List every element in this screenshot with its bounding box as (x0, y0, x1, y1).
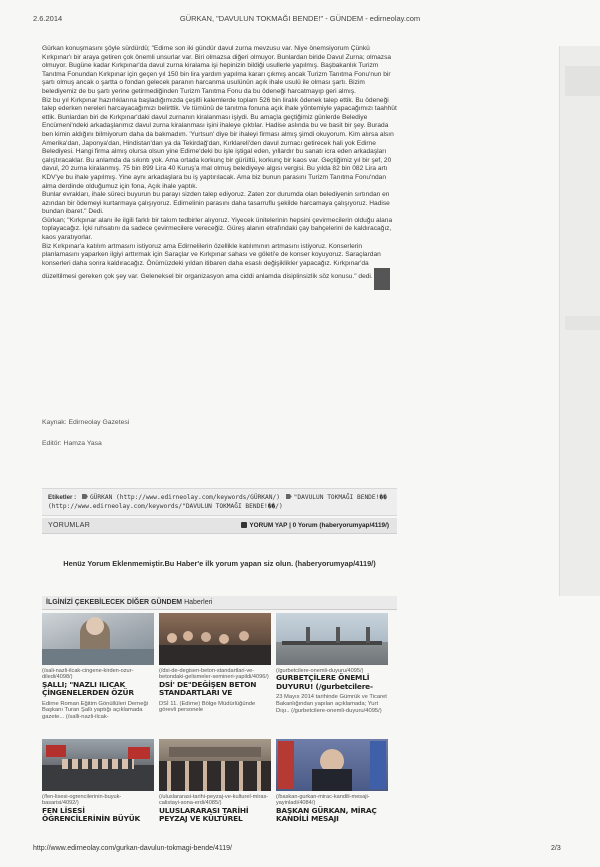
page-title: GÜRKAN, "DAVULUN TOKMAĞI BENDE!" - GÜNDEM - edirneolay.com (179, 14, 421, 23)
related-card[interactable] (276, 613, 388, 715)
news-summary: DSİ 11. (Edirne) Bölge Müdürlüğünde görevli personele (159, 700, 256, 714)
news-title[interactable]: GURBETÇİLERE ÖNEMLİ DUYURU! (/gurbetcilere- (276, 673, 373, 691)
news-summary: 23 Mayıs 2014 tarihinde Gümrük ve Ticaret Bakanlığından yapılan açıklamada; Yurt Dışı.. (/gurbetcilere-onemli-duyuru/4095/) (276, 694, 387, 714)
related-card[interactable] (276, 739, 388, 824)
news-link[interactable]: (/dsi-de-degisen-beton-standartlari-ve-betondaki-gelismeler-semineri-yapildi/4096/) (159, 668, 269, 681)
article-paragraph: Gürkan; "Kırkpınar alanı ile ilgili farklı bir takım tedbirler alıyoruz. Yiyecek ünitelerinin hepsini çevirmecilerin olduğu alana toplayacağız. İçki ruhsatını da sadece çevirmecilere vereceğiz. Güreş alanın etrafındaki çay bahçelerini de kaldıracağız, kaos yaratıyorlar. (42, 216, 393, 242)
tag-link-gurkan[interactable]: GÜRKAN (http://www.edirneolay.com/keywords/GÜRKAN/) (89, 494, 280, 501)
article-paragraph: Gürkan konuşmasını şöyle sürdürdü; "Edirne son iki gündür davul zurna mevzusu var. Niye önemsiyorum Çünkü Kırkpınar'ı bir araya getiren çok önemli unsurlar var. Biri olmazsa diğeri olmuyor. Bunlardan biride Davul Zurna; olmazsa olmuyor. Bugüne kadar Kırkpınar'da davul zurna kiralama işi hepinizin bildiği usullerle yapılmış. Başbakanlık Turizm Tanıtma Fonundan Kırkpınar için geçen yıl 150 bin lira yardım yapılma kararı çıkmış ancak Turizm Tanıtma Fonu'nun bir şartı olmuş ancak o şartta o fondan gelecek paranın harcanma usulünün açık ihale usulü ile olması şartı. Bizim belediyemiz de bu şartı yerine getirmediğinden Turizm Tanıtma Fonu da bu ödeneği harcatmayıp geri almış. (42, 45, 392, 95)
news-link[interactable]: (/fen-lisesi-ogrencilerinin-buyuk-basarisi/4092/) (42, 794, 122, 807)
sidebar-ghost (559, 46, 600, 596)
news-link[interactable]: (/gurbetcilere-onemli-duyuru/4095/) (276, 668, 364, 674)
tags-label: Etiketler : (48, 494, 77, 501)
tag-icon (286, 494, 292, 499)
related-heading-bold: İLGİNİZİ ÇEKEBİLECEK DİĞER GÜNDEM (46, 599, 183, 606)
news-summary: Edirne Roman Eğitim Gönüllüleri Derneği Başkanı Turan Şallı yaptığı açıklamada gazete... (/salli-nazli-ilcak- (42, 700, 149, 721)
article-source: Kaynak: Edirneolay Gazetesi (42, 419, 130, 426)
related-heading (42, 596, 397, 610)
news-photo[interactable] (276, 613, 388, 665)
article-paragraph: Biz Kırkpınar'a katılım artmasını istiyoruz ama Edirnelilerin özellikle katılımının artmasını istiyoruz. Konserlerin planlamasını yaparken ilgiyi arttırmak için Saraçlar ve Kırkpınar sahası ve göleti'e de konser koyuyoruz. Saraçlardan konserleri daha sonra kaldıracağız. Önümüzdeki yıldan itibaren daha esaslı değişiklikler yapacağız. Kırkpınar'da düzeltilmesi gereken çok şey var. Geleneksel bir organizasyon ama ciddi anlamda disiplinsizlik söz konusu." dedi. (42, 243, 397, 291)
news-photo[interactable] (42, 613, 154, 665)
related-card[interactable] (42, 739, 154, 824)
news-link[interactable]: (/uluslararasi-tarihi-peyzaj-ve-kulturel-miras-calistayi-sona-erdi/4085/) (159, 794, 269, 807)
tag-icon (82, 494, 88, 499)
related-card[interactable] (42, 613, 154, 721)
redaction-mark (374, 268, 390, 290)
news-title[interactable]: BAŞKAN GÜRKAN, MİRAÇ KANDİLİ MESAJI (276, 805, 377, 824)
pencil-icon (241, 522, 247, 528)
news-photo[interactable] (159, 613, 271, 665)
article-paragraph: Bunlar evrakları, ihale süreci buyurun bu parayı sizden talep ediyoruz. Zaten zor durumda olan belediyenin sırtından en azından bir ödemeyi kurtarmaya çalışıyoruz. Edirnelinin parasını daha tasarruflu şekilde harcamaya çalışıyoruz. Hadise bundan ibaret." Dedi. (42, 191, 390, 216)
comment-count[interactable]: | 0 Yorum (haberyorumyap/4119/) (289, 522, 389, 529)
news-title[interactable]: ULUSLARARASI TARİHİ PEYZAJ VE KÜLTÜREL (159, 805, 249, 824)
news-link[interactable]: (/baskan-gurkan-mirac-kandili-mesaji-yayinladi/4084/) (276, 794, 370, 807)
news-link[interactable]: (/sali-nazli-ilcak-cingene-kirden-ozur-diledi/4098/) (42, 668, 134, 681)
footer-url[interactable]: http://www.edirneolay.com/gurkan-davulun-tokmagi-bende/4119/ (33, 845, 232, 852)
print-date: 2.6.2014 (33, 14, 63, 23)
article-paragraph: Biz bu yıl Kırkpınar hazırlıklarına başladığımızda çeşitli kalemlerde toplam 526 bin liralık ödenek talep ettik. Bu ödeneği talep ederken nereleri harcayacağımızı belirttik. Ve tümünü de tanıtma fonuna açık ihale yöntemiyle yapacağımızı taahhüt ettik. Bunlardan biri de Kırkpınar'daki davul zurnanın kiralanması işiydi. Bu amaçla geçtiğimiz günlerde Belediye Encümeni'ndeki arkadaşlarımız davul zurna kiralanması işini ihaleye çıktılar. Hadise aslında bu ve basit bir şey. Burada ben kimin aldığını bilmiyorum daha da bakmadım. 'Yurtsun' diye bir ihaleyi firması almış şimdi okuyorum. Kim alırsa alsın Amerika'dan, Japonya'dan, Hindistan'dan ya da Tekirdağ'dan, Kırklareli'den davul zurnacı getirecek hali yok Edirne Belediyesi. Hangi firma almış olursa olsun yine Edirne'deki bu işle iştigal eden, yıllardır bu sanatı icra eden arkadaşları çalıştıracaklar. Bu anlamda da sıkıntı yok. Ama ortada korkunç bir gürültü, korkunç bir kaos var. Geçtiğimiz yıl bir şef, 20 davul, 20 zurna kiralanmış. 75 bin 899 Lira 40 Kuruş'a mal olmuş belediyeye algısı vergisi. Bu yılda 82 bin 082 Lira artı KDV'ye bu ihale yapılmış. Yine aynı arkadaşlara bu iş yaptırılacak. Ama biz bunun parasını Turizm Tanıtma Fonu'ndan alma derdinde olduğumuz için fona, Açık ihale yaptık. (42, 96, 397, 190)
tag-link-davulun-url[interactable]: (http://www.edirneolay.com/keywords/"DAVULUN TOKMAĞI BENDE!��/) (48, 503, 283, 510)
write-comment-link[interactable]: YORUM YAP (249, 522, 288, 529)
comments-title: YORUMLAR (48, 522, 91, 529)
comments-bar (42, 518, 397, 534)
news-title[interactable]: FEN LİSESİ ÖĞRENCİLERİNİN BÜYÜK (42, 805, 141, 824)
news-title[interactable]: ŞALLI; "NAZLI ILICAK ÇİNGENELERDEN ÖZÜR (42, 679, 134, 698)
news-photo[interactable] (159, 739, 271, 791)
news-photo[interactable] (276, 739, 388, 791)
tags-box (42, 488, 397, 516)
related-heading-rest: Haberleri (184, 599, 213, 606)
news-photo[interactable] (42, 739, 154, 791)
article-body (42, 45, 397, 290)
news-title[interactable]: DSİ' DE"DEĞİŞEN BETON STANDARTLARI VE (159, 679, 257, 698)
page-number: 2/3 (551, 845, 561, 852)
no-comments-message[interactable]: Henüz Yorum Eklenmemiştir.Bu Haber'e ilk yorum yapan siz olun. (haberyorumyap/4119/) (63, 559, 376, 568)
related-card[interactable] (159, 739, 271, 824)
tag-link-davulun[interactable]: "DAVULUN TOKMAĞI BENDE!�� (293, 494, 387, 501)
related-card[interactable] (159, 613, 271, 714)
article-editor: Editör: Hamza Yasa (42, 440, 102, 447)
